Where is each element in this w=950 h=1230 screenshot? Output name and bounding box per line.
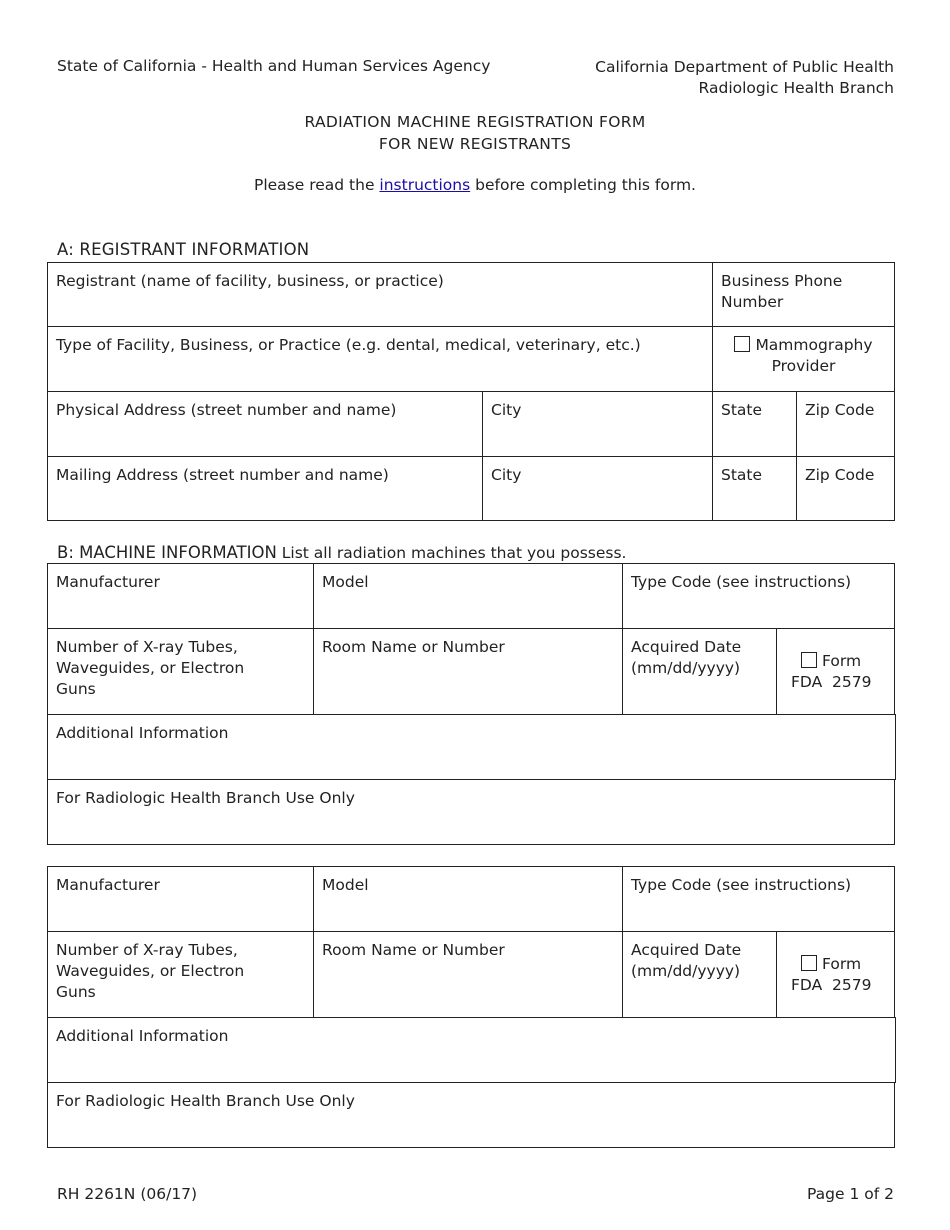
department-block	[595, 57, 894, 99]
form-number: RH 2261N (06/17)	[57, 1185, 198, 1203]
machine1-acquired-label-2: (mm/dd/yyyy)	[631, 659, 741, 677]
mailing-address-label: Mailing Address (street number and name)	[56, 466, 389, 484]
machine1-room-label: Room Name or Number	[322, 638, 505, 656]
physical-address-field[interactable]	[47, 391, 483, 457]
mailing-zip-label: Zip Code	[805, 466, 875, 484]
business-phone-label-2: Number	[721, 293, 784, 311]
machine2-tubes-field[interactable]	[47, 931, 314, 1018]
machine1-additional-field[interactable]	[47, 714, 896, 780]
mailing-city-label: City	[491, 466, 522, 484]
instructions-note	[0, 176, 950, 194]
machine2-type-code-field[interactable]	[622, 866, 895, 932]
machine1-acquired-field[interactable]	[622, 628, 777, 715]
mammography-label-1: Mammography	[755, 336, 873, 354]
physical-zip-field[interactable]	[796, 391, 895, 457]
machine1-manufacturer-label: Manufacturer	[56, 573, 160, 591]
machine2-rhb-use-field	[47, 1082, 895, 1148]
machine2-fda-checkbox[interactable]	[801, 955, 817, 971]
mailing-city-field[interactable]	[482, 456, 713, 521]
physical-state-field[interactable]	[712, 391, 797, 457]
machine1-fda-checkbox[interactable]	[801, 652, 817, 668]
machine1-fda-cell	[776, 628, 895, 715]
machine1-manufacturer-field[interactable]	[47, 563, 314, 629]
machine1-fda-label-2: FDA 2579	[791, 673, 872, 691]
physical-address-label: Physical Address (street number and name)	[56, 401, 397, 419]
physical-state-label: State	[721, 401, 763, 419]
department-name: California Department of Public Health	[595, 58, 894, 76]
machine2-manufacturer-label: Manufacturer	[56, 876, 160, 894]
instructions-suffix: before completing this form.	[475, 176, 696, 194]
machine2-type-code-label: Type Code (see instructions)	[631, 876, 852, 894]
mammography-cell	[712, 326, 895, 392]
machine2-acquired-label-2: (mm/dd/yyyy)	[631, 962, 741, 980]
machine1-tubes-field[interactable]	[47, 628, 314, 715]
machine2-tubes-label-1: Number of X-ray Tubes,	[56, 941, 238, 959]
machine1-type-code-label: Type Code (see instructions)	[631, 573, 852, 591]
section-a-heading: A: REGISTRANT INFORMATION	[57, 240, 310, 259]
instructions-prefix: Please read the	[253, 176, 375, 194]
mailing-state-field[interactable]	[712, 456, 797, 521]
machine1-model-field[interactable]	[313, 563, 623, 629]
machine1-fda-label-1: Form	[822, 652, 862, 670]
machine2-tubes-label-2: Waveguides, or Electron	[56, 962, 245, 980]
business-phone-label-1: Business Phone	[721, 272, 843, 290]
registrant-label: Registrant (name of facility, business, or practice)	[56, 272, 444, 290]
machine2-fda-label-1: Form	[822, 955, 862, 973]
mailing-state-label: State	[721, 466, 763, 484]
machine1-tubes-label-1: Number of X-ray Tubes,	[56, 638, 238, 656]
machine2-fda-label-2: FDA 2579	[791, 976, 872, 994]
machine1-tubes-label-2: Waveguides, or Electron	[56, 659, 245, 677]
facility-type-field[interactable]	[47, 326, 713, 392]
registrant-field[interactable]	[47, 262, 713, 327]
section-b-heading	[57, 543, 626, 562]
page-number: Page 1 of 2	[807, 1185, 894, 1203]
form-title	[0, 111, 950, 155]
section-b-subtitle: List all radiation machines that you possess.	[281, 544, 627, 562]
machine1-rhb-use-label: For Radiologic Health Branch Use Only	[56, 789, 355, 807]
machine2-acquired-label-1: Acquired Date	[631, 941, 742, 959]
mailing-zip-field[interactable]	[796, 456, 895, 521]
physical-zip-label: Zip Code	[805, 401, 875, 419]
section-b-title: B: MACHINE INFORMATION	[57, 543, 277, 562]
physical-city-label: City	[491, 401, 522, 419]
machine2-room-label: Room Name or Number	[322, 941, 505, 959]
machine2-model-field[interactable]	[313, 866, 623, 932]
machine1-room-field[interactable]	[313, 628, 623, 715]
machine2-manufacturer-field[interactable]	[47, 866, 314, 932]
business-phone-field[interactable]	[712, 262, 895, 327]
mammography-checkbox[interactable]	[734, 336, 750, 352]
machine1-acquired-label-1: Acquired Date	[631, 638, 742, 656]
mailing-address-field[interactable]	[47, 456, 483, 521]
machine1-rhb-use-field	[47, 779, 895, 845]
machine2-fda-cell	[776, 931, 895, 1018]
machine1-tubes-label-3: Guns	[56, 680, 96, 698]
physical-city-field[interactable]	[482, 391, 713, 457]
instructions-link[interactable]: instructions	[379, 176, 471, 194]
machine2-room-field[interactable]	[313, 931, 623, 1018]
branch-name: Radiologic Health Branch	[698, 79, 894, 97]
machine2-rhb-use-label: For Radiologic Health Branch Use Only	[56, 1092, 355, 1110]
machine1-model-label: Model	[322, 573, 369, 591]
machine2-tubes-label-3: Guns	[56, 983, 96, 1001]
machine2-additional-field[interactable]	[47, 1017, 896, 1083]
form-title-line2: FOR NEW REGISTRANTS	[378, 135, 572, 153]
machine1-type-code-field[interactable]	[622, 563, 895, 629]
machine2-acquired-field[interactable]	[622, 931, 777, 1018]
mammography-label-2: Provider	[771, 357, 836, 375]
form-title-line1: RADIATION MACHINE REGISTRATION FORM	[304, 113, 646, 131]
facility-type-label: Type of Facility, Business, or Practice (e.g. dental, medical, veterinary, etc.)	[56, 336, 641, 354]
agency-name: State of California - Health and Human Services Agency	[57, 57, 491, 75]
machine2-model-label: Model	[322, 876, 369, 894]
machine2-additional-label: Additional Information	[56, 1027, 229, 1045]
machine1-additional-label: Additional Information	[56, 724, 229, 742]
